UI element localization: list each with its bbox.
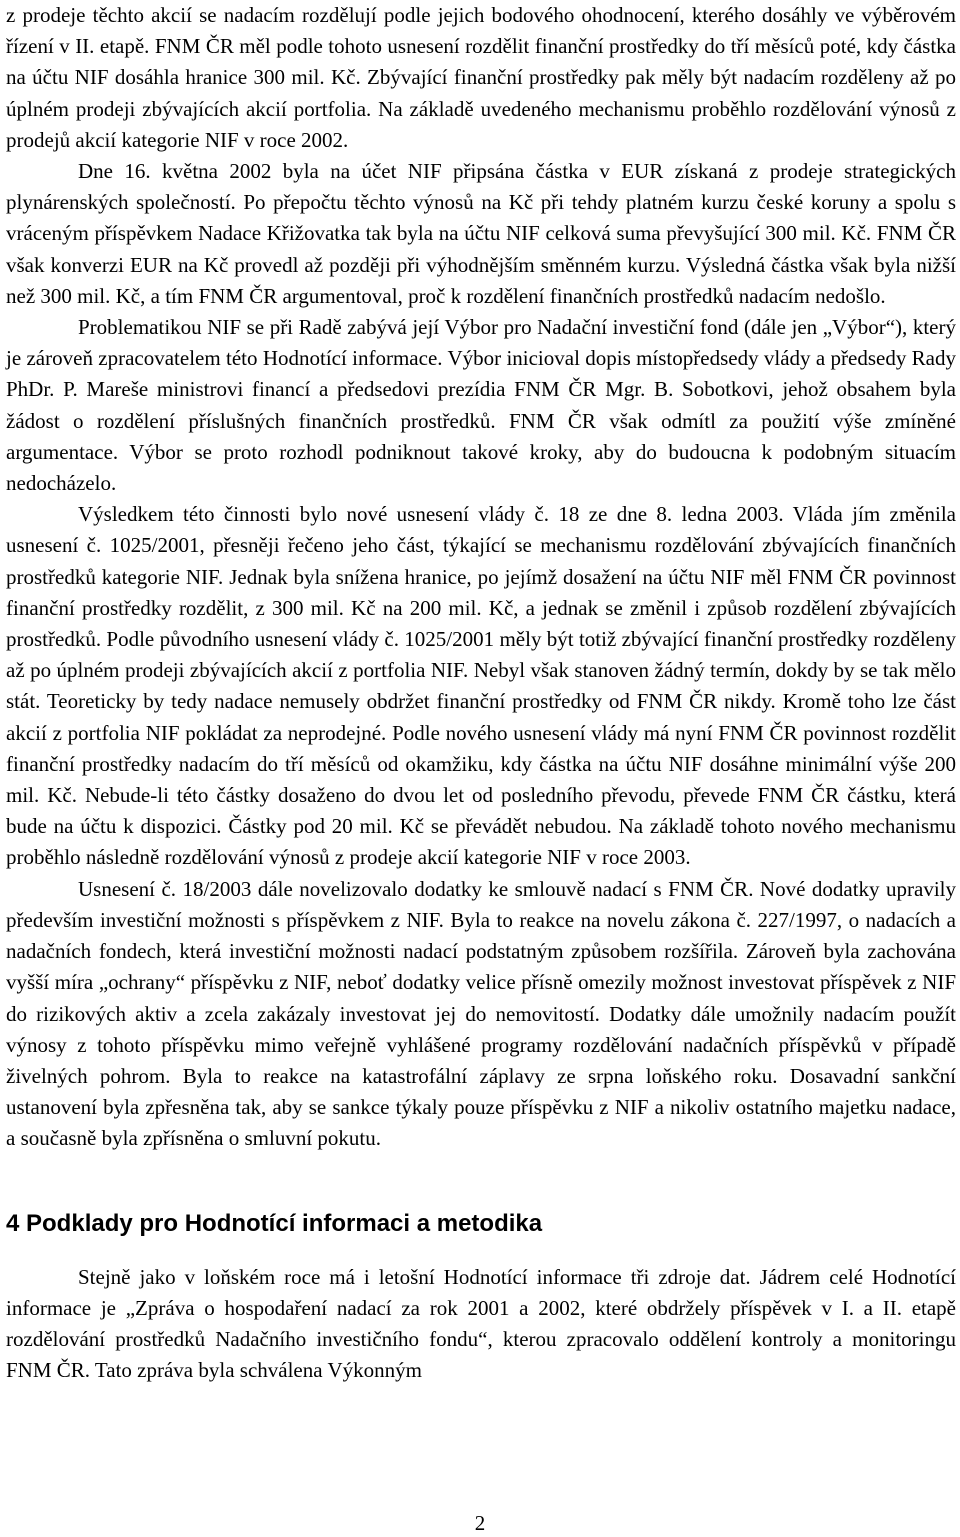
page-number: 2 <box>474 1511 486 1535</box>
paragraph-may-2002: Dne 16. května 2002 byla na účet NIF připsána částka v EUR získaná z prodeje strategických plynárenských společností. Po přepočtu těchto výnosů na Kč při tehdy platném kurzu české koruny a spolu s vráceným příspěvkem Nadace Křižovatka tak byla na účtu NIF celková suma převyšující 300 mil. Kč. FNM ČR však konverzi EUR na Kč provedl až později při výhodnějším směnném kurzu. Výsledná částka však byla nižší než 300 mil. Kč, a tím FNM ČR argumentoval, proč k rozdělení finančních prostředků nadacím nedošlo. <box>6 159 956 308</box>
document-page <box>6 0 956 1386</box>
section-paragraph: Stejně jako v loňském roce má i letošní Hodnotící informace tři zdroje dat. Jádrem celé Hodnotící informace je „Zpráva o hospodaření nadací za rok 2001 a 2002, které obdržely příspěvek v I. a II. etapě rozdělování prostředků Nadačního investičního fondu“, kterou zpracovalo oddělení kontroly a monitoringu FNM ČR. Tato zpráva byla schválena Výkonným <box>6 1264 956 1383</box>
section-heading: 4 Podklady pro Hodnotící informaci a metodika <box>6 1209 543 1237</box>
paragraph-resolution-18: Výsledkem této činnosti bylo nové usnesení vlády č. 18 ze dne 8. ledna 2003. Vláda jím změnila usnesení č. 1025/2001, přesněji řečeno jeho část, týkající se mechanismu rozdělování zbývajících finančních prostředků kategorie NIF. Jednak byla snížena hranice, po jejímž dosažení na účtu NIF měl FNM ČR povinnost finanční prostředky rozdělit, z 300 mil. Kč na 200 mil. Kč, a jednak se změnil i způsob rozdělení zbývajících prostředků. Podle původního usnesení vlády č. 1025/2001 měly být totiž zbývající finanční prostředky rozděleny až po úplném prodeji zbývajících akcií z portfolia NIF. Nebyl však stanoven žádný termín, dokdy by se tak mělo stát. Teoreticky by tedy nadace nemusely obdržet finanční prostředky od FNM ČR nikdy. Kromě toho lze část akcií z portfolia NIF pokládat za neprodejné. Podle nového usnesení vlády má nyní FNM ČR povinnost rozdělit finanční prostředky nadacím do tří měsíců od okamžiku, kdy částka na účtu NIF dosáhne minimální výše 200 mil. Kč. Nebude-li této částky dosaženo do dvou let od posledního převodu, převede FNM ČR částku, která bude na účtu k dispozici. Částky pod 20 mil. Kč se převádět nebudou. Na základě tohoto nového mechanismu proběhlo následně rozdělování výnosů z prodeje akcií kategorie NIF v roce 2003. <box>6 502 956 870</box>
paragraph-amendments: Usnesení č. 18/2003 dále novelizovalo dodatky ke smlouvě nadací s FNM ČR. Nové dodatky upravily především investiční možnosti s příspěvkem z NIF. Byla to reakce na novelu zákona č. 227/1997, o nadacích a nadačních fondech, která investiční možnosti nadací podstatným způsobem rozšířila. Zároveň byla zachována vyšší míra „ochrany“ příspěvku z NIF, neboť dodatky velice přísně omezily možnost investovat příspěvek z NIF do rizikových aktiv a zcela zakázaly investovat jej do nemovitostí. Dodatky dále umožnily nadacím použít výnosy z tohoto příspěvku mimo veřejně vyhlášené programy rozdělování nadačních příspěvků v případě živelných pohrom. Byla to reakce na katastrofální záplavy ze srpna loňského roku. Dosavadní sankční ustanovení byla zpřesněna tak, aby se sankce týkaly pouze příspěvku z NIF a nikoliv ostatního majetku nadace, a současně byla zpřísněna o smluvní pokutu. <box>6 876 956 1151</box>
paragraph-committee: Problematikou NIF se při Radě zabývá její Výbor pro Nadační investiční fond (dále jen „Výbor“), který je zároveň zpracovatelem této Hodnotící informace. Výbor inicioval dopis místopředsedy vlády a předsedy Rady PhDr. P. Mareše ministrovi financí a předsedovi prezídia FNM ČR Mgr. B. Sobotkovi, jehož obsahem byla žádost o rozdělení příslušných finančních prostředků. FNM ČR však odmítl za použití výše zmíněné argumentace. Výbor se proto rozhodl podniknout takové kroky, aby do budoucna k podobným situacím nedocházelo. <box>6 315 956 496</box>
paragraph-continued: z prodeje těchto akcií se nadacím rozdělují podle jejich bodového ohodnocení, kterého dosáhly ve výběrovém řízení v II. etapě. FNM ČR měl podle tohoto usnesení rozdělit finanční prostředky do tří měsíců poté, kdy částka na účtu NIF dosáhla hranice 300 mil. Kč. Zbývající finanční prostředky pak měly být nadacím rozděleny až po úplném prodeji zbývajících akcií portfolia. Na základě uvedeného mechanismu proběhlo rozdělování výnosů z prodejů akcií kategorie NIF v roce 2002. <box>6 3 956 152</box>
